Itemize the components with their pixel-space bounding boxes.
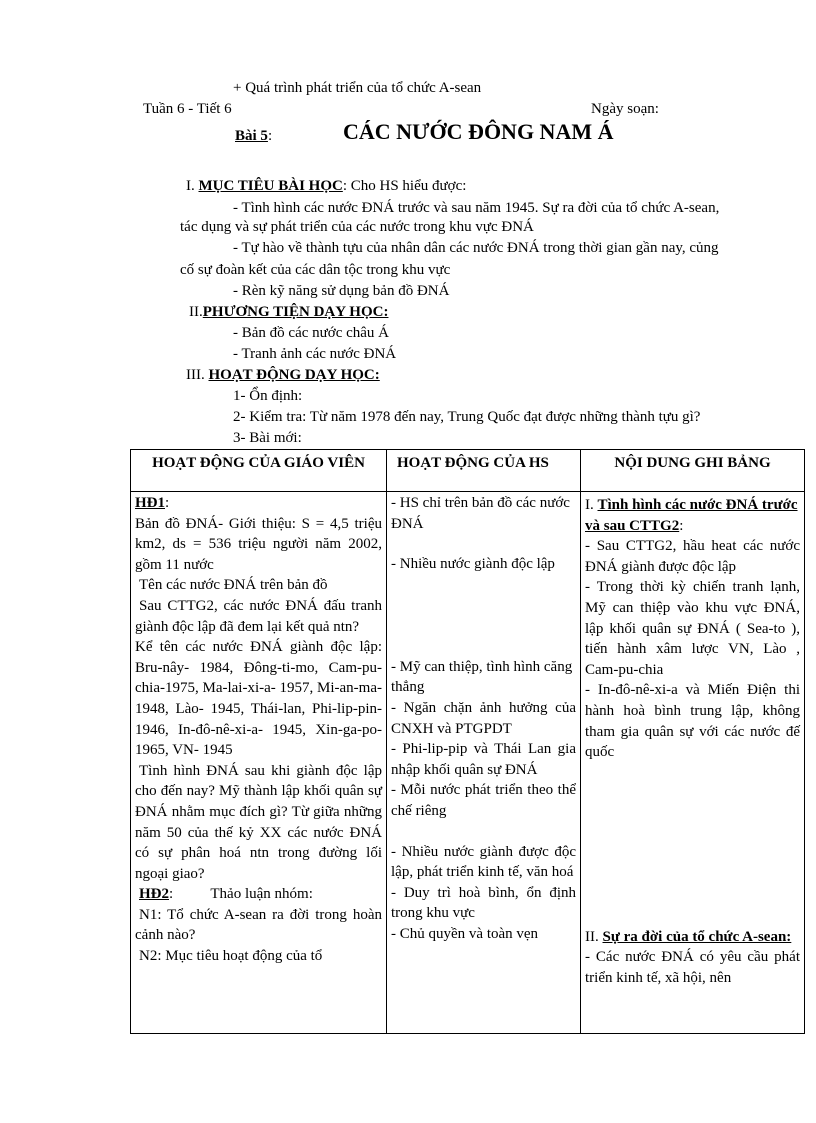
teacher-p1: Bản đồ ĐNÁ- Giới thiệu: S = 4,5 triệu km2, ds = 536 triệu người năm 2002, gồm 11 nước xyxy=(135,515,382,573)
student-s6: - Mỗi nước phát triển theo thể chế riêng xyxy=(391,782,576,819)
hd2-tail: : Thảo luận nhóm: xyxy=(169,886,313,903)
teacher-column xyxy=(131,492,387,1034)
board-heading-1-num: I. xyxy=(585,497,594,513)
student-s1: - HS chỉ trên bản đồ các nước ĐNÁ xyxy=(391,495,570,532)
objective-2a: - Tự hào về thành tựu của nhân dân các nước ĐNÁ trong thời gian gần nay, củng xyxy=(233,240,719,256)
student-s4: - Ngăn chặn ảnh hưởng của CNXH và PTGPDT xyxy=(391,699,576,737)
hd2-title: HĐ2 xyxy=(139,886,169,903)
materials-num: II. xyxy=(189,304,203,320)
teacher-p5: Tình hình ĐNÁ sau khi giành độc lập cho đến nay? Mỹ thành lập khối quân sự ĐNÁ nhằm mục đích gì? Từ giữa những năm 50 của thế kỷ XX các nước ĐNÁ có sự phân hoá ntn trong đường lối ngoại giao? xyxy=(135,762,382,882)
student-s3: - Mỹ can thiệp, tình hình căng thẳng xyxy=(391,658,573,696)
board-heading-2-num: II. xyxy=(585,928,599,945)
hd1-colon: : xyxy=(165,495,170,511)
top-note: + Quá trình phát triển của tổ chức A-sean xyxy=(233,80,482,96)
hd1-label xyxy=(135,493,382,514)
lesson-label: Bài 5 xyxy=(235,128,268,144)
materials-title: PHƯƠNG TIỆN DẠY HỌC: xyxy=(202,304,389,320)
header-teacher: HOẠT ĐỘNG CỦA GIÁO VIÊN xyxy=(131,450,387,492)
student-s7: - Nhiều nước giành được độc lập, phát triển kinh tế, văn hoá xyxy=(391,843,576,881)
table-row xyxy=(131,492,805,1034)
header-student: HOẠT ĐỘNG CỦA HS xyxy=(387,450,581,492)
board-heading-1-colon: : xyxy=(679,517,684,534)
header-board: NỘI DUNG GHI BẢNG xyxy=(581,450,805,492)
date-label: Ngày soạn: xyxy=(591,101,659,117)
board-b2: - Trong thời kỳ chiến tranh lạnh, Mỹ can thiệp vào khu vực ĐNÁ, lập khối quân sự ĐNÁ ( Sea-to ), tiến hành xâm lược VN, Lào , Cam-pu-chia xyxy=(585,579,800,678)
board-b3: - In-đô-nê-xi-a và Miến Điện thi hành hoà bình trung lập, không tham gia quân sự với các nước đế quốc xyxy=(585,682,800,761)
week-lesson: Tuần 6 - Tiết 6 xyxy=(143,101,232,117)
objective-3: - Rèn kỹ năng sử dụng bản đồ ĐNÁ xyxy=(233,283,450,299)
objectives-title: MỤC TIÊU BÀI HỌC xyxy=(198,178,343,194)
student-s2: - Nhiều nước giành độc lập xyxy=(391,556,555,573)
student-s8: - Duy trì hoà bình, ổn định trong khu vực xyxy=(391,884,576,922)
lesson-number xyxy=(235,128,272,145)
materials-heading xyxy=(189,304,388,321)
objective-2b: cố sự đoàn kết của các dân tộc trong khu vực xyxy=(180,262,451,278)
activity-step-2: 2- Kiểm tra: Từ năm 1978 đến nay, Trung Quốc đạt được những thành tựu gì? xyxy=(233,409,701,425)
board-heading-2 xyxy=(585,927,800,948)
hd2-label xyxy=(135,884,382,905)
page-title: CÁC NƯỚC ĐÔNG NAM Á xyxy=(343,119,614,144)
teacher-p2: Tên các nước ĐNÁ trên bản đồ xyxy=(139,577,328,594)
student-s9: - Chủ quyền và toàn vẹn xyxy=(391,925,539,942)
board-column xyxy=(581,492,805,1034)
objective-1b: tác dụng và sự phát triển của các nước trong khu vực ĐNÁ xyxy=(180,219,534,235)
board-b4: - Các nước ĐNÁ có yêu cầu phát triển kinh tế, xã hội, nên xyxy=(585,949,800,986)
lesson-table xyxy=(130,449,805,1034)
objectives-tail: : Cho HS hiểu được: xyxy=(342,178,467,194)
objectives-heading xyxy=(186,178,466,195)
board-heading-1 xyxy=(585,495,800,536)
activity-step-1: 1- Ổn định: xyxy=(233,388,303,404)
objective-1a: - Tình hình các nước ĐNÁ trước và sau năm 1945. Sự ra đời của tổ chức A-sean, xyxy=(233,200,720,216)
material-2: - Tranh ảnh các nước ĐNÁ xyxy=(233,346,397,362)
teacher-n1: N1: Tổ chức A-sean ra đời trong hoàn cảnh nào? xyxy=(135,906,382,944)
board-heading-2-title: Sự ra đời của tổ chức A-sean: xyxy=(602,928,792,945)
activities-num: III. xyxy=(186,367,205,383)
objectives-num: I. xyxy=(186,178,195,194)
teacher-p4: Kể tên các nước ĐNÁ giành độc lập: Bru-nây- 1984, Đông-ti-mo, Cam-pu-chia-1975, Ma-lai-xi-a- 1957, Mi-an-ma-1948, Lào- 1945, Thái-lan, Phi-lip-pin- 1946, In-đô-nê-xi-a- 1945, Xin-ga-po- 1965, VN- 1945 xyxy=(135,639,382,759)
activities-title: HOẠT ĐỘNG DẠY HỌC: xyxy=(208,367,380,383)
table-header-row xyxy=(131,450,805,492)
lesson-colon: : xyxy=(267,128,273,144)
student-s5: - Phi-lip-pip và Thái Lan gia nhập khối quân sự ĐNÁ xyxy=(391,741,576,778)
activity-step-3: 3- Bài mới: xyxy=(233,430,302,446)
activities-heading xyxy=(186,367,380,384)
board-heading-1-title: Tình hình các nước ĐNÁ trước và sau CTTG2 xyxy=(585,497,798,534)
hd1-title: HĐ1 xyxy=(135,495,165,511)
material-1: - Bản đồ các nước châu Á xyxy=(233,325,389,341)
teacher-n2: N2: Mục tiêu hoạt động của tổ xyxy=(139,948,323,965)
board-b1: - Sau CTTG2, hầu heat các nước ĐNÁ giành được độc lập xyxy=(585,538,800,575)
teacher-p3: Sau CTTG2, các nước ĐNÁ đấu tranh giành độc lập đã đem lại kết quả ntn? xyxy=(135,597,382,635)
student-column xyxy=(387,492,581,1034)
